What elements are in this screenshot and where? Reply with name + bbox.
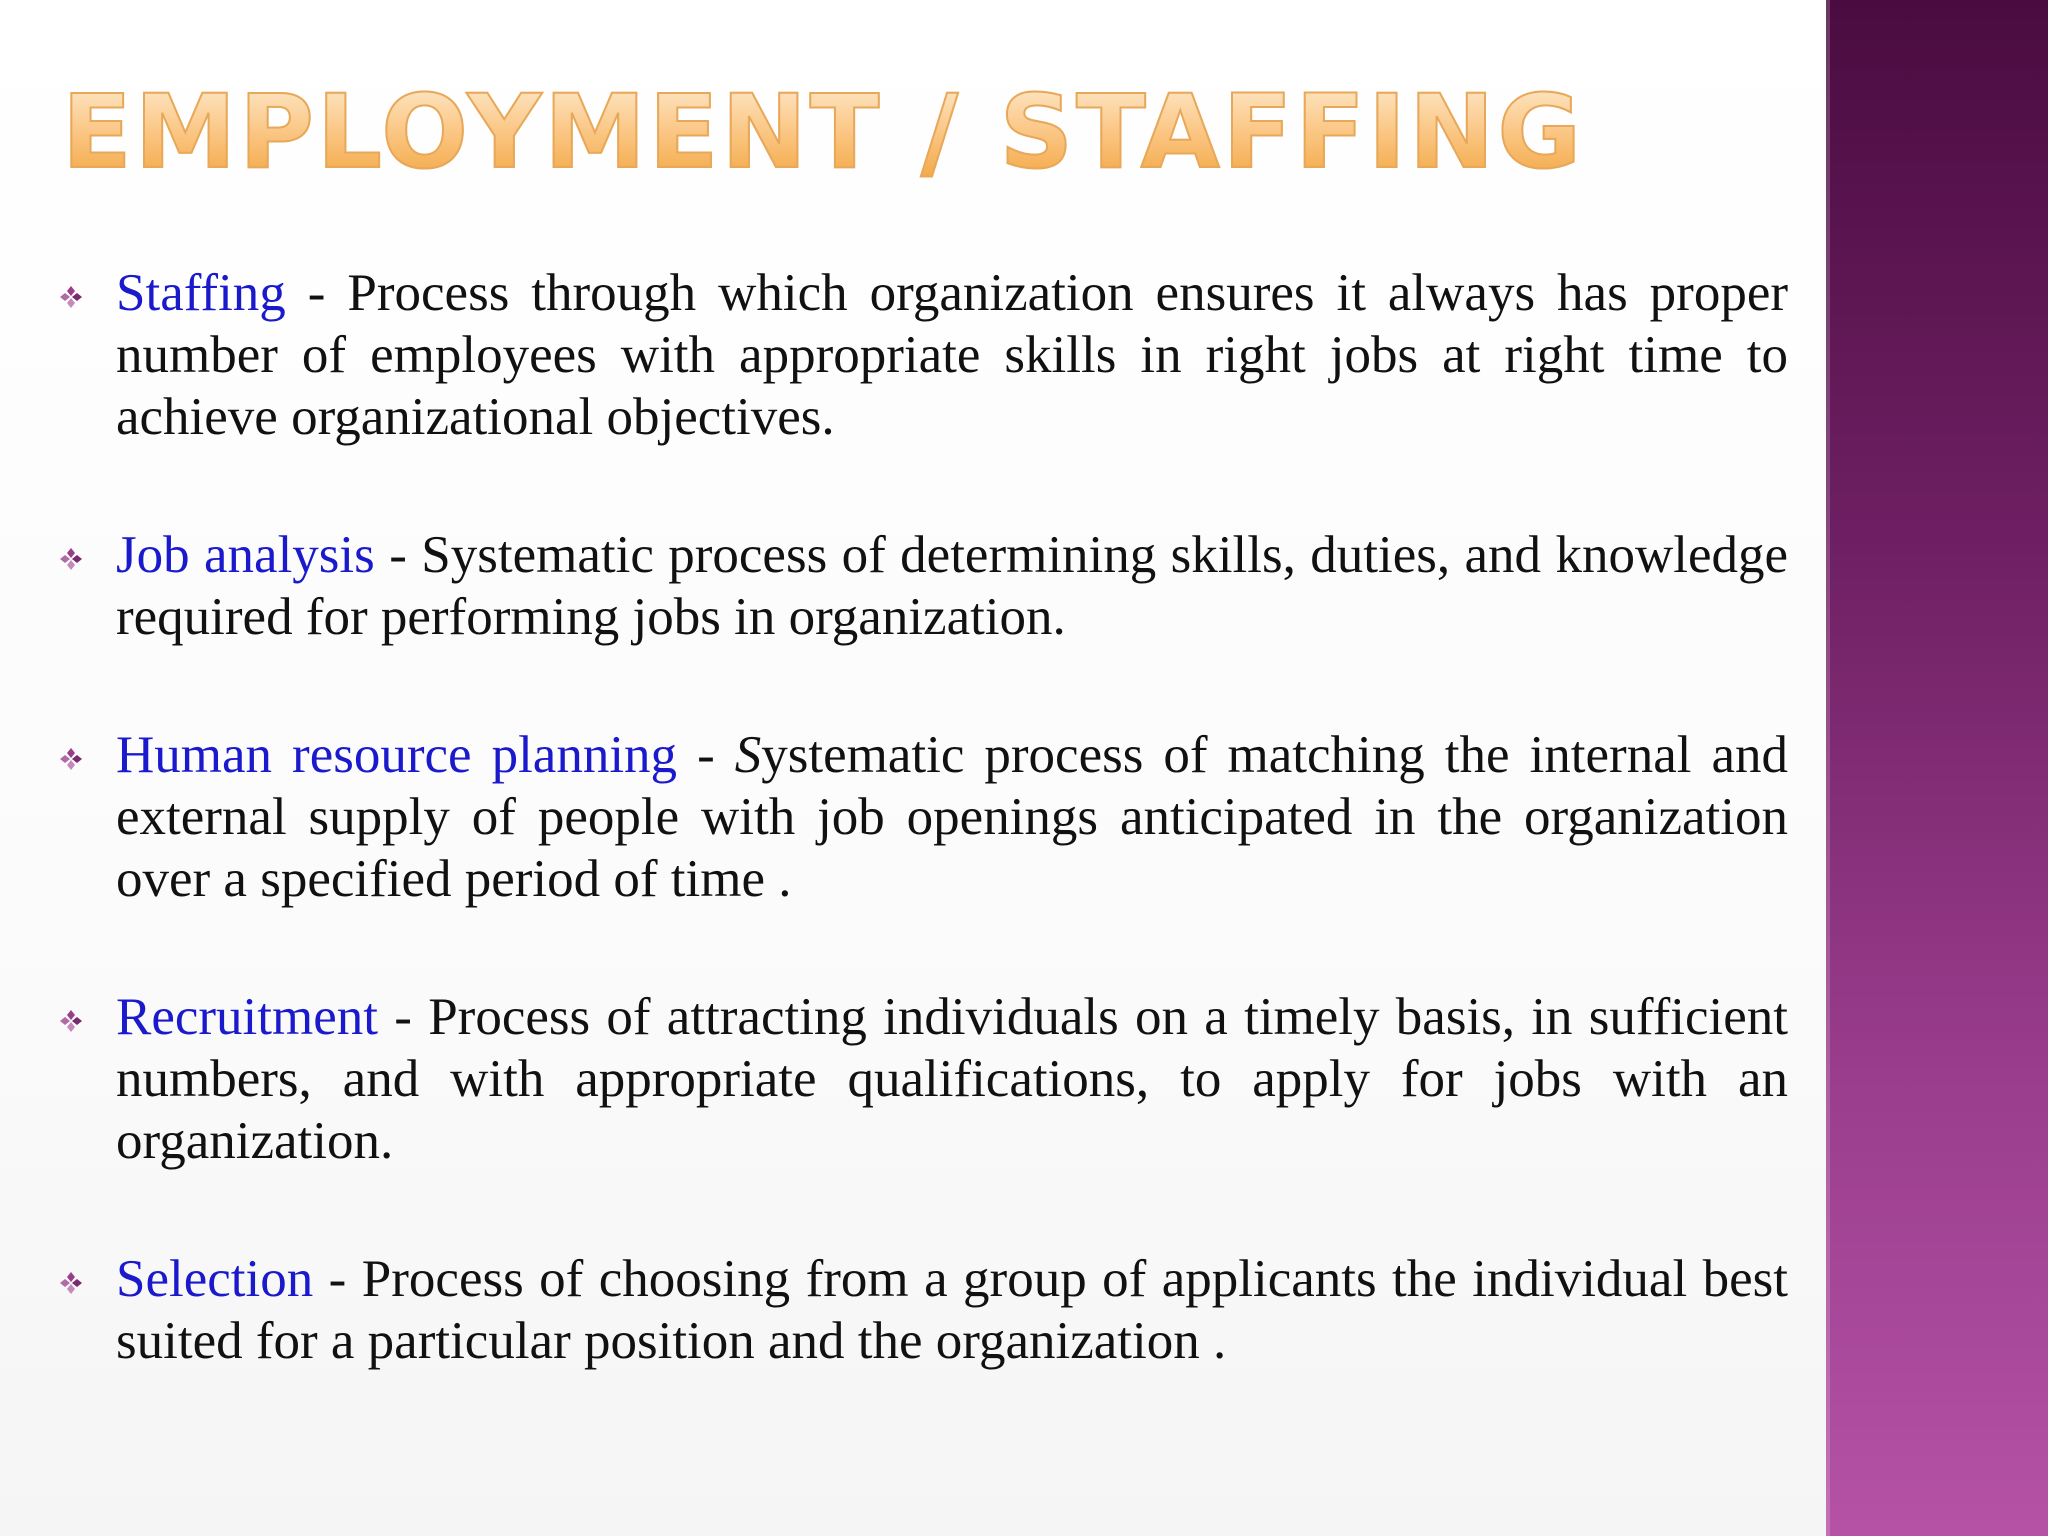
term-job-analysis: Job analysis bbox=[116, 526, 375, 584]
separator: - bbox=[374, 526, 422, 584]
decorative-side-band bbox=[1826, 0, 2048, 1536]
term-staffing: Staffing bbox=[116, 264, 286, 322]
list-item bbox=[0, 262, 1826, 448]
definition-lead-letter: S bbox=[734, 726, 762, 784]
diamond-dots-icon bbox=[58, 284, 84, 310]
diamond-dots-icon bbox=[58, 1008, 84, 1034]
definition-text bbox=[116, 262, 1788, 448]
definition-text bbox=[116, 724, 1788, 910]
separator: - bbox=[677, 726, 735, 784]
separator: - bbox=[285, 264, 348, 322]
definition: Process of choosing from a group of applicants the individual best suited for a particular position and the organization . bbox=[116, 1250, 1789, 1370]
definition: Systematic process of determining skills, duties, and knowledge required for performing jobs in organization. bbox=[116, 526, 1788, 646]
list-item bbox=[0, 1248, 1826, 1372]
diamond-dots-icon bbox=[58, 546, 84, 572]
diamond-dots-icon bbox=[58, 746, 84, 772]
separator: - bbox=[377, 988, 429, 1046]
list-item bbox=[0, 524, 1826, 648]
definition-text bbox=[116, 1248, 1788, 1372]
diamond-dots-icon bbox=[58, 1270, 84, 1296]
slide-title: EMPLOYMENT / STAFFING bbox=[62, 73, 1585, 192]
separator: - bbox=[313, 1250, 362, 1308]
definition-list bbox=[0, 262, 1826, 1448]
definition: ystematic process of matching the internal and external supply of people with job openings anticipated in the organization over a specified period of time . bbox=[116, 726, 1788, 908]
term-selection: Selection bbox=[116, 1250, 314, 1308]
definition: Process of attracting individuals on a timely basis, in sufficient numbers, and with appropriate qualifications, to apply for jobs with an organization. bbox=[116, 988, 1789, 1170]
list-item bbox=[0, 986, 1826, 1172]
list-item bbox=[0, 724, 1826, 910]
definition-text bbox=[116, 524, 1788, 648]
definition: Process through which organization ensures it always has proper number of employees with appropriate skills in right jobs at right time to achieve organizational objectives. bbox=[116, 264, 1788, 446]
term-human-resource-planning: Human resource planning bbox=[116, 726, 678, 784]
term-recruitment: Recruitment bbox=[116, 988, 378, 1046]
definition-text bbox=[116, 986, 1788, 1172]
